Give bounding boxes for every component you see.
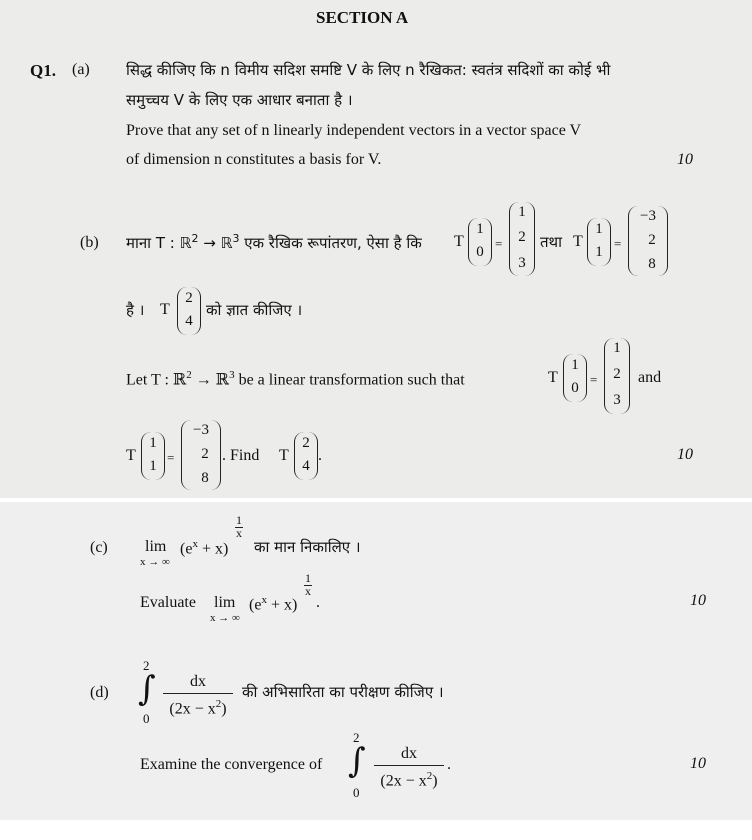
marks-b: 10 bbox=[677, 446, 693, 463]
c-hindi-lim: lim bbox=[145, 538, 167, 555]
part-c-label: (c) bbox=[90, 539, 108, 556]
d-den: $(2x - x^2)$ bbox=[169, 698, 227, 718]
matrix-entry: 8 bbox=[648, 256, 656, 272]
c-english-exponent-fraction bbox=[303, 572, 313, 598]
b-hindi-T1: T bbox=[454, 233, 464, 250]
part-a-label: (a) bbox=[72, 61, 90, 78]
matrix-entry: 8 bbox=[201, 470, 209, 486]
part-b-english-statement: Let T : ℝ$^2$ → ℝ$^3$ be a linear transformation such that bbox=[126, 369, 465, 389]
matrix-entry: 3 bbox=[518, 255, 526, 271]
matrix-b-hindi-m3-2-8 bbox=[628, 206, 668, 276]
matrix-b-hindi-1-0 bbox=[468, 218, 492, 266]
matrix-b-english-2-4 bbox=[294, 432, 318, 480]
d-hindi-upper-limit: 2 bbox=[143, 658, 150, 673]
part-b-hindi-statement: माना T : ℝ$^2$ → ℝ$^3$ एक रैखिक रूपांतरण, ऐसा है कि bbox=[126, 232, 422, 252]
part-a-hindi-line2: समुच्चय V के लिए एक आधार बनाता है । bbox=[126, 91, 353, 109]
integral-icon: ∫ bbox=[348, 741, 366, 781]
d-num: dx bbox=[401, 745, 417, 762]
matrix-entry: 2 bbox=[518, 229, 526, 245]
b-english-T2: T bbox=[126, 447, 136, 464]
c-frac-den: x bbox=[236, 526, 242, 540]
matrix-entry: 4 bbox=[302, 458, 310, 474]
matrix-entry: 1 bbox=[595, 221, 603, 237]
section-title: SECTION A bbox=[316, 8, 409, 27]
b-hindi-tatha: तथा bbox=[540, 233, 563, 251]
matrix-entry: 1 bbox=[518, 204, 526, 220]
b-english-period: . bbox=[318, 447, 322, 464]
matrix-entry: 0 bbox=[476, 244, 484, 260]
matrix-entry: 1 bbox=[595, 244, 603, 260]
question-number: Q1. bbox=[30, 61, 56, 80]
b-hindi-hai: है । bbox=[126, 301, 145, 319]
fraction-bar bbox=[304, 585, 312, 586]
matrix-entry: 1 bbox=[476, 221, 484, 237]
matrix-entry: 2 bbox=[185, 290, 193, 306]
fraction-bar bbox=[374, 765, 444, 766]
part-a-hindi-line1: सिद्ध कीजिए कि n विमीय सदिश समष्टि V के लिए n रैखिकत: स्वतंत्र सदिशों का कोई भी bbox=[126, 61, 611, 79]
c-english-text: Evaluate bbox=[140, 594, 196, 611]
integral-icon: ∫ bbox=[138, 669, 156, 709]
equals-sign: = bbox=[590, 372, 598, 387]
c-english-lim-sub: x → ∞ bbox=[210, 612, 240, 624]
matrix-entry: 2 bbox=[302, 435, 310, 451]
d-num: dx bbox=[190, 673, 206, 690]
c-english-period: . bbox=[316, 594, 320, 611]
equals-sign: = bbox=[495, 236, 503, 251]
matrix-b-hindi-1-2-3 bbox=[509, 202, 535, 276]
b-hindi-T3: T bbox=[160, 301, 170, 318]
matrix-entry: 1 bbox=[149, 435, 157, 451]
d-english-integrand bbox=[374, 745, 444, 790]
matrix-b-english-m3-2-8 bbox=[181, 420, 221, 490]
b-english-T1: T bbox=[548, 369, 558, 386]
c-english-lim: lim bbox=[214, 594, 236, 611]
c-hindi-exponent-fraction bbox=[234, 514, 244, 540]
c-hindi-text: का मान निकालिए । bbox=[254, 538, 361, 556]
fraction-bar bbox=[163, 693, 233, 694]
d-den: $(2x - x^2)$ bbox=[380, 770, 438, 790]
matrix-b-english-1-0 bbox=[563, 354, 587, 402]
matrix-entry: −3 bbox=[193, 422, 209, 438]
matrix-entry: 1 bbox=[571, 357, 579, 373]
c-hindi-expression: $(e^x + x)$ bbox=[180, 538, 229, 558]
matrix-entry: −3 bbox=[640, 208, 656, 224]
matrix-entry: 4 bbox=[185, 313, 193, 329]
d-hindi-lower-limit: 0 bbox=[143, 711, 150, 726]
matrix-entry: 2 bbox=[648, 232, 656, 248]
matrix-b-hindi-2-4 bbox=[177, 287, 201, 335]
b-english-find: . Find bbox=[222, 447, 260, 464]
c-frac-num: 1 bbox=[305, 571, 311, 585]
c-english-expression: $(e^x + x)$ bbox=[249, 594, 298, 614]
c-hindi-lim-sub: x → ∞ bbox=[140, 556, 170, 568]
matrix-entry: 2 bbox=[201, 446, 209, 462]
b-hindi-find: को ज्ञात कीजिए । bbox=[206, 301, 303, 319]
b-hindi-T2: T bbox=[573, 233, 583, 250]
equals-sign: = bbox=[614, 236, 622, 251]
d-english-upper-limit: 2 bbox=[353, 730, 360, 745]
matrix-entry: 0 bbox=[571, 380, 579, 396]
d-english-lower-limit: 0 bbox=[353, 785, 360, 800]
part-a-english-line2: of dimension n constitutes a basis for V. bbox=[126, 151, 382, 168]
c-frac-num: 1 bbox=[236, 513, 242, 527]
part-d-label: (d) bbox=[90, 684, 109, 701]
matrix-b-hindi-1-1 bbox=[587, 218, 611, 266]
marks-d: 10 bbox=[690, 755, 706, 772]
matrix-b-english-1-1 bbox=[141, 432, 165, 480]
d-english-period: . bbox=[447, 756, 451, 773]
c-frac-den: x bbox=[305, 584, 311, 598]
matrix-entry: 1 bbox=[149, 458, 157, 474]
matrix-entry: 2 bbox=[613, 366, 621, 382]
b-english-T3: T bbox=[279, 447, 289, 464]
d-hindi-text: की अभिसारिता का परीक्षण कीजिए । bbox=[242, 683, 444, 701]
marks-a: 10 bbox=[677, 151, 693, 168]
matrix-entry: 3 bbox=[613, 392, 621, 408]
matrix-entry: 1 bbox=[613, 340, 621, 356]
part-a-english-line1: Prove that any set of n linearly independent vectors in a vector space V bbox=[126, 122, 582, 139]
d-hindi-integrand bbox=[163, 673, 233, 718]
part-b-label: (b) bbox=[80, 234, 99, 251]
b-english-and: and bbox=[638, 369, 662, 386]
fraction-bar bbox=[235, 527, 243, 528]
matrix-b-english-1-2-3 bbox=[604, 338, 630, 414]
marks-c: 10 bbox=[690, 592, 706, 609]
equals-sign: = bbox=[167, 450, 175, 465]
d-english-text: Examine the convergence of bbox=[140, 756, 323, 773]
